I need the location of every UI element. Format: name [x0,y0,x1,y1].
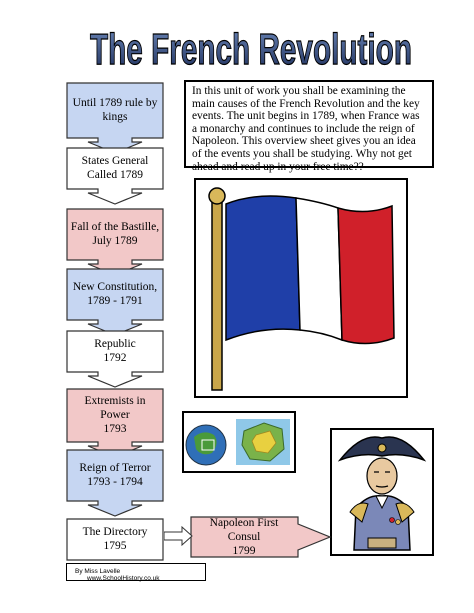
timeline-step-line2: July 1789 [92,235,138,247]
french-flag-illustration [196,180,406,396]
timeline-step-line1: States General [81,155,149,167]
timeline-step-line2: 1795 [103,540,127,552]
credits-footer [66,563,206,581]
timeline-step-line1: Republic [94,338,136,350]
timeline-step-napoleon [190,516,332,558]
napoleon-step-line1: Napoleon First [209,517,279,529]
timeline-step-4 [66,268,164,336]
timeline-step-line2: Power [100,409,130,421]
napoleon-step-line2: Consul [227,531,261,543]
page-title [86,14,416,80]
title-the-french: The French Revolution [90,25,412,74]
connector-arrow-icon [164,526,194,546]
footer-site: www.SchoolHistory.co.uk [87,575,160,582]
timeline-step-1 [66,82,164,154]
europe-map-illustration [184,413,294,471]
timeline-step-line1: Fall of the Bastille, [70,221,160,233]
timeline-step-2 [66,147,164,205]
intro-text-box [184,80,434,173]
timeline-step-line2: Called 1789 [87,169,143,181]
timeline-step-line2: 1789 - 1791 [87,295,143,307]
timeline-step-line2: kings [102,111,128,123]
timeline-step-line1: Extremists in [84,395,146,407]
svg-text:The French Revolution [90,25,412,74]
footer-author: By Miss Lavelle [75,568,121,575]
timeline-step-3 [66,208,164,276]
intro-text: In this unit of work you shall be examining the main causes of the French Revolution and the key events. The unit begins in 1789, when France was a monarchy and continues to include the reign of Napoleon. This overview sheet gives you an idea of the events you shall be studying. Why not get ahead and read up in your free time?? [192,85,420,173]
timeline-step-line2: 1792 [103,352,127,364]
napoleon-picture-frame [330,428,434,556]
timeline-step-5 [66,330,164,388]
timeline-step-line1: The Directory [82,526,148,538]
napoleon-step-line3: 1799 [232,545,256,557]
timeline-step-line1: New Constitution, [72,281,158,293]
flag-picture-frame [194,178,408,398]
timeline-step-7 [66,449,164,517]
timeline-step-line3: 1793 [103,423,127,435]
map-picture-frame [182,411,296,473]
timeline-step-line2: 1793 - 1794 [87,476,143,488]
napoleon-portrait-illustration [332,430,432,554]
timeline-step-6 [66,388,164,458]
timeline-step-line1: Reign of Terror [79,462,151,474]
timeline-step-line1: Until 1789 rule by [72,97,158,109]
